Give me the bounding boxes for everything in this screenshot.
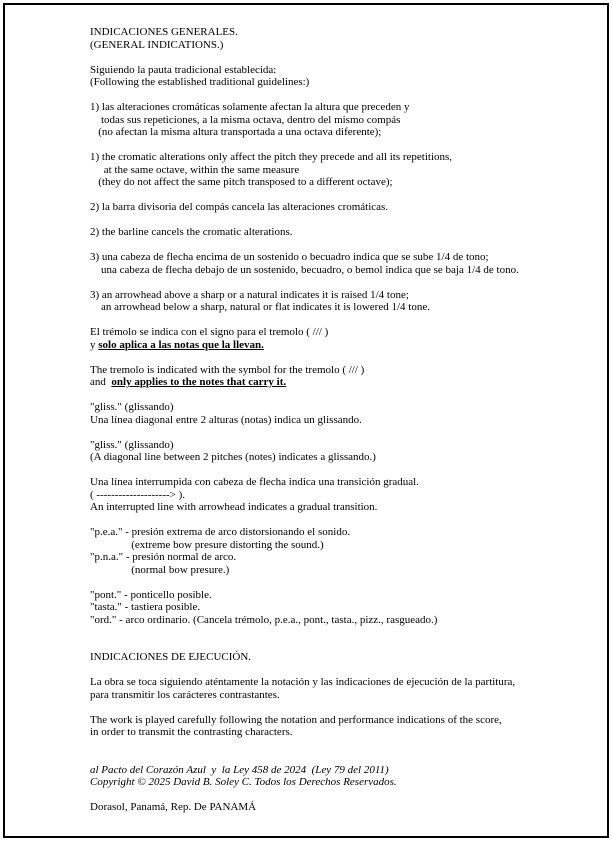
item-3-es xyxy=(90,251,592,276)
text-line: 2) la barra divisoria del compás cancela las alteraciones cromáticas. xyxy=(90,201,389,213)
text-segment: and xyxy=(90,376,112,388)
gliss-en xyxy=(90,439,592,464)
location-block xyxy=(90,801,592,814)
text-line: "p.n.a." - presión normal de arco. xyxy=(90,551,237,563)
text-line: "gliss." (glissando) xyxy=(90,438,174,451)
text-line: (extreme bow presure distorting the sound.) xyxy=(90,538,324,551)
item-2-es xyxy=(90,201,592,214)
text-line: an arrowhead below a sharp, natural or flat indicates it is lowered 1/4 tone. xyxy=(90,301,430,313)
text-line: para transmitir los carácteres contrastantes. xyxy=(90,688,280,701)
bow-pressure xyxy=(90,526,592,576)
text-segment: y xyxy=(90,338,99,351)
text-line: 1) the cromatic alterations only affect the pitch they precede and all its repetitions, xyxy=(90,151,453,163)
intro-block xyxy=(90,64,592,89)
text-line: Una línea diagonal entre 2 alturas (notas) indica un glissando. xyxy=(90,413,362,426)
text-line: (Following the established traditional guidelines:) xyxy=(90,76,310,88)
text-line: (they do not affect the same pitch transposed to a different octave); xyxy=(90,176,393,188)
text-line xyxy=(90,339,592,352)
text-line: Una línea interrumpida con cabeza de flecha indica una transición gradual. xyxy=(90,476,419,488)
emphasized-text: solo aplica a las notas que la llevan. xyxy=(98,338,264,351)
execution-es xyxy=(90,676,592,701)
text-line: INDICACIONES DE EJECUCIÓN. xyxy=(90,651,252,663)
text-line: "pont." - ponticello posible. xyxy=(90,588,212,601)
text-line: The tremolo is indicated with the symbol for the tremolo ( /// ) xyxy=(90,363,365,376)
execution-en xyxy=(90,714,592,739)
text-line: una cabeza de flecha debajo de un sostenido, becuadro, o bemol indica que se baja 1/4 de tono. xyxy=(90,263,519,276)
emphasized-text: only applies to the notes that carry it. xyxy=(111,376,287,388)
text-line: al Pacto del Corazón Azul y la Ley 458 de 2024 (Ley 79 del 2011) xyxy=(90,763,389,776)
text-line: 1) las alteraciones cromáticas solamente afectan la altura que preceden y xyxy=(90,101,410,113)
text-line: An interrupted line with arrowhead indicates a gradual transition. xyxy=(90,501,378,513)
text-line: (GENERAL INDICATIONS.) xyxy=(90,38,224,51)
document-content xyxy=(90,26,592,826)
title-block xyxy=(90,26,592,51)
copyright-block xyxy=(90,764,592,789)
execution-title xyxy=(90,651,592,664)
text-line: Copyright © 2025 David B. Soley C. Todos los Derechos Reservados. xyxy=(90,776,397,788)
item-1-en xyxy=(90,151,592,189)
tremolo-es xyxy=(90,326,592,351)
text-line: "tasta." - tastiera posible. xyxy=(90,601,201,613)
item-1-es xyxy=(90,101,592,139)
text-line: 3) an arrowhead above a sharp or a natural indicates it is raised 1/4 tone; xyxy=(90,288,409,301)
text-line: "ord." - arco ordinario. (Cancela trémolo, p.e.a., pont., tasta., pizz., rasgueado.) xyxy=(90,613,438,626)
text-line: (normal bow presure.) xyxy=(90,563,230,576)
item-3-en xyxy=(90,289,592,314)
text-line: 2) the barline cancels the cromatic alterations. xyxy=(90,226,293,238)
text-line xyxy=(90,376,592,389)
text-line: La obra se toca siguiendo aténtamente la notación y las indicaciones de ejecución de la partitura, xyxy=(90,676,516,688)
interrupted-line xyxy=(90,476,592,514)
text-line: at the same octave, within the same measure xyxy=(90,163,300,176)
text-line: (A diagonal line between 2 pitches (notes) indicates a glissando.) xyxy=(90,451,376,463)
text-line: ( --------------------> ). xyxy=(90,488,186,501)
text-line: Dorasol, Panamá, Rep. De PANAMÁ xyxy=(90,801,257,813)
tremolo-en xyxy=(90,364,592,389)
text-line: (no afectan la misma altura transportada a una octava diferente); xyxy=(90,126,382,138)
text-line: 3) una cabeza de flecha encima de un sostenido o becuadro indica que se sube 1/4 de tono; xyxy=(90,251,489,263)
text-line: The work is played carefully following the notation and performance indications of the score, xyxy=(90,713,502,726)
bow-positions xyxy=(90,589,592,627)
text-line: "p.e.a." - presión extrema de arco distorsionando el sonido. xyxy=(90,526,351,538)
text-line: "gliss." (glissando) xyxy=(90,401,174,413)
text-line: INDICACIONES GENERALES. xyxy=(90,26,238,38)
text-line: Siguiendo la pauta tradicional establecida: xyxy=(90,63,277,76)
gliss-es xyxy=(90,401,592,426)
item-2-en xyxy=(90,226,592,239)
text-line: El trémolo se indica con el signo para el tremolo ( /// ) xyxy=(90,326,329,338)
text-line: in order to transmit the contrasting characters. xyxy=(90,726,293,738)
text-line: todas sus repeticiones, a la misma octava, dentro del mismo compás xyxy=(90,113,401,126)
